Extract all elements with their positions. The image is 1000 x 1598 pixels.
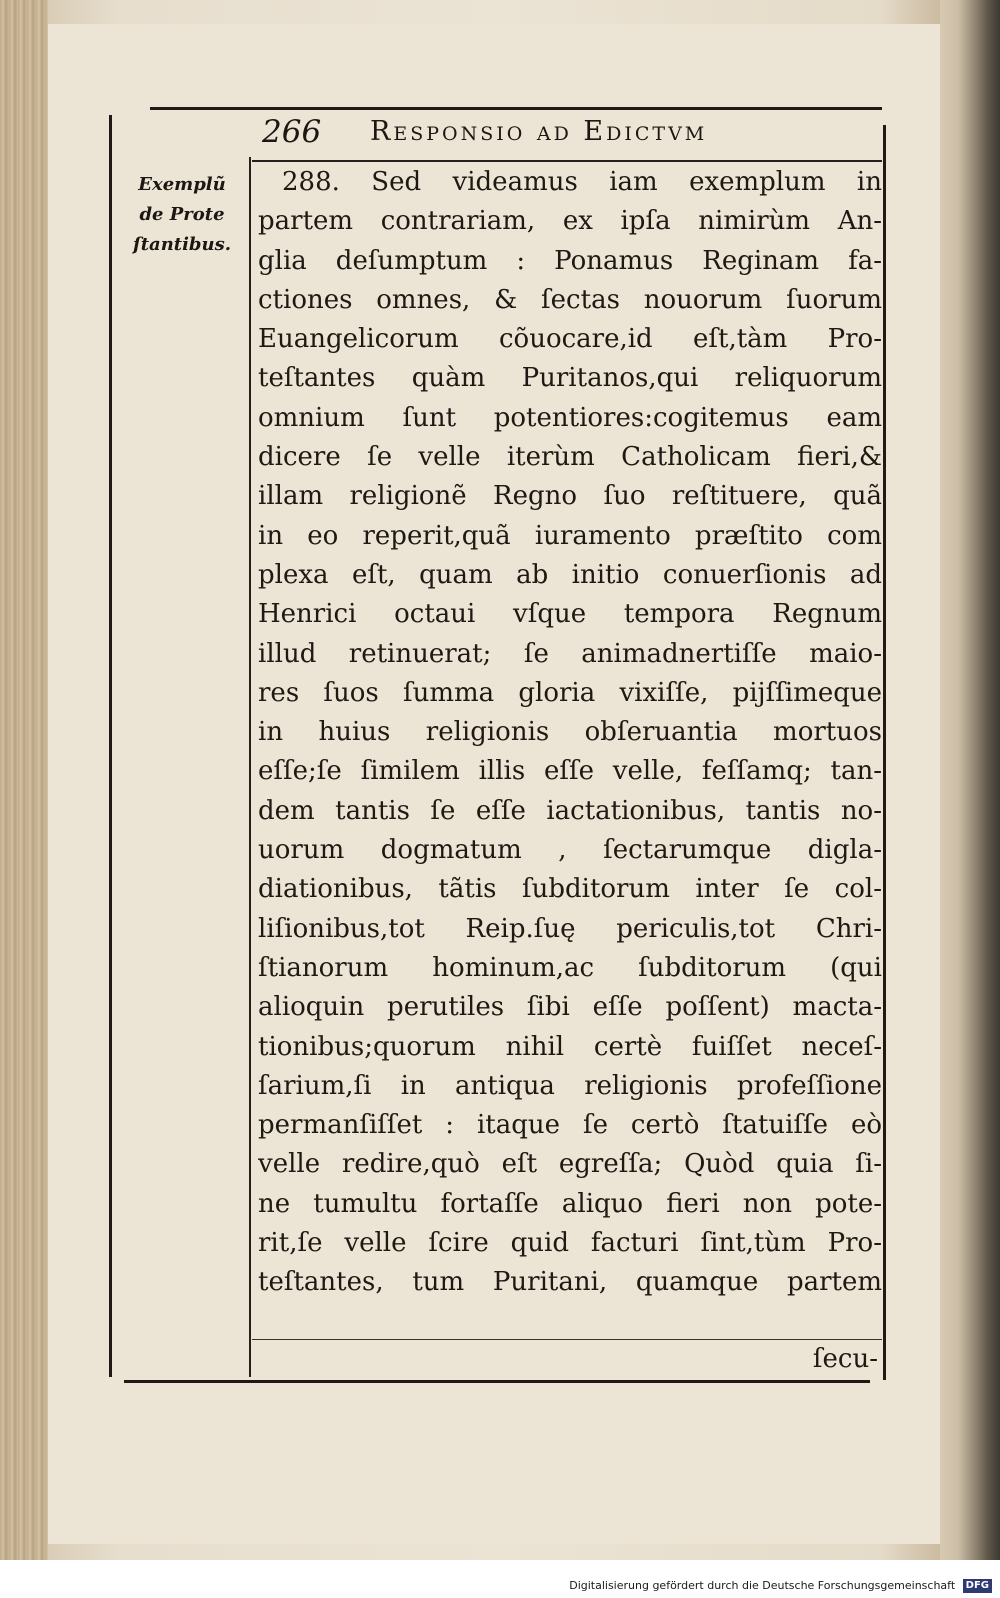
text-line: rit,ſe velle ſcire quid facturi ſint,tùm Pro- xyxy=(258,1228,882,1259)
text-line: illud retinuerat; ſe animadnertiſſe maio- xyxy=(258,638,882,669)
text-line: res ſuos ſumma gloria vixiſſe, pijſſimeque xyxy=(258,677,882,708)
margin-note-line: ſtantibus. xyxy=(132,234,232,255)
text-line: tionibus;quorum nihil certè fuiſſet neceſ- xyxy=(258,1031,882,1062)
body-text xyxy=(258,163,882,1303)
text-line: ne tumultu fortaſſe aliquo fieri non pote- xyxy=(258,1188,882,1219)
text-line: plexa eſt, quam ab initio conuerſionis ad xyxy=(258,559,882,590)
text-line: velle redire,quò eſt egreſſa; Quòd quia ſi- xyxy=(258,1149,882,1180)
text-line: teſtantes quàm Puritanos,qui reliquorum xyxy=(258,363,882,394)
text-line: alioquin perutiles ſibi eſſe poſſent) macta- xyxy=(258,992,882,1023)
text-line: diationibus, tãtis ſubditorum inter ſe col- xyxy=(258,874,882,905)
running-head xyxy=(262,112,882,158)
margin-note-line: Exemplũ xyxy=(138,174,226,195)
text-line: 288. Sed videamus iam exemplum in xyxy=(282,167,882,197)
text-line: glia deſumptum : Ponamus Reginam fa- xyxy=(258,245,882,276)
text-line: ſarium,ſi in antiqua religionis profeſſione xyxy=(258,1070,882,1101)
catchword: ſecu- xyxy=(812,1344,878,1374)
dfg-logo-icon: DFG xyxy=(963,1579,992,1593)
text-line: partem contrariam, ex ipſa nimirùm An- xyxy=(258,206,882,237)
running-head-title: Responsio ad Edictvm xyxy=(370,116,708,147)
text-line: in eo reperit,quã iuramento præſtito com xyxy=(258,520,882,551)
page-number: 266 xyxy=(262,114,322,150)
text-line: Henrici octaui vſque tempora Regnum xyxy=(258,599,882,630)
text-line: dem tantis ſe eſſe iactationibus, tantis no- xyxy=(258,795,882,826)
footer-rule xyxy=(252,1339,882,1340)
text-line: omnium ſunt potentiores:cogitemus eam xyxy=(258,402,882,433)
frame-left-rule xyxy=(109,115,112,1377)
book-edge-right xyxy=(940,0,1000,1560)
header-rule xyxy=(252,160,882,162)
text-line: ctiones omnes, & ſectas nouorum ſuorum xyxy=(258,284,882,315)
text-line: liſionibus,tot Reip.ſuę periculis,tot Chri- xyxy=(258,913,882,944)
text-line: dicere ſe velle iterùm Catholicam fieri,& xyxy=(258,442,882,473)
text-line: ſtianorum hominum,ac ſubditorum (qui xyxy=(258,952,882,983)
dfg-credit xyxy=(565,1576,996,1596)
frame-right-rule xyxy=(883,125,886,1380)
text-line: in huius religionis obſeruantia mortuos xyxy=(258,717,882,748)
frame-top-rule xyxy=(150,107,882,110)
text-line: uorum dogmatum , ſectarumque digla- xyxy=(258,835,882,866)
margin-note-line: de Prote xyxy=(139,204,225,225)
text-line: teſtantes, tum Puritani, quamque partem xyxy=(258,1267,882,1298)
text-line: Euangelicorum cõuocare,id eſt,tàm Pro- xyxy=(258,324,882,355)
dfg-credit-text: Digitalisierung gefördert durch die Deutsche Forschungsgemeinschaft xyxy=(569,1579,956,1592)
margin-note xyxy=(116,170,248,260)
text-line: permanſiſſet : itaque ſe certò ſtatuiſſe eò xyxy=(258,1110,882,1141)
text-line: eſſe;ſe ſimilem illis eſſe velle, feſſamq; tan- xyxy=(258,756,882,787)
margin-column-divider xyxy=(249,157,251,1377)
text-line: illam religionẽ Regno ſuo reſtituere, quã xyxy=(258,481,882,512)
book-edge-left xyxy=(0,0,48,1560)
frame-bottom-rule xyxy=(124,1380,870,1383)
